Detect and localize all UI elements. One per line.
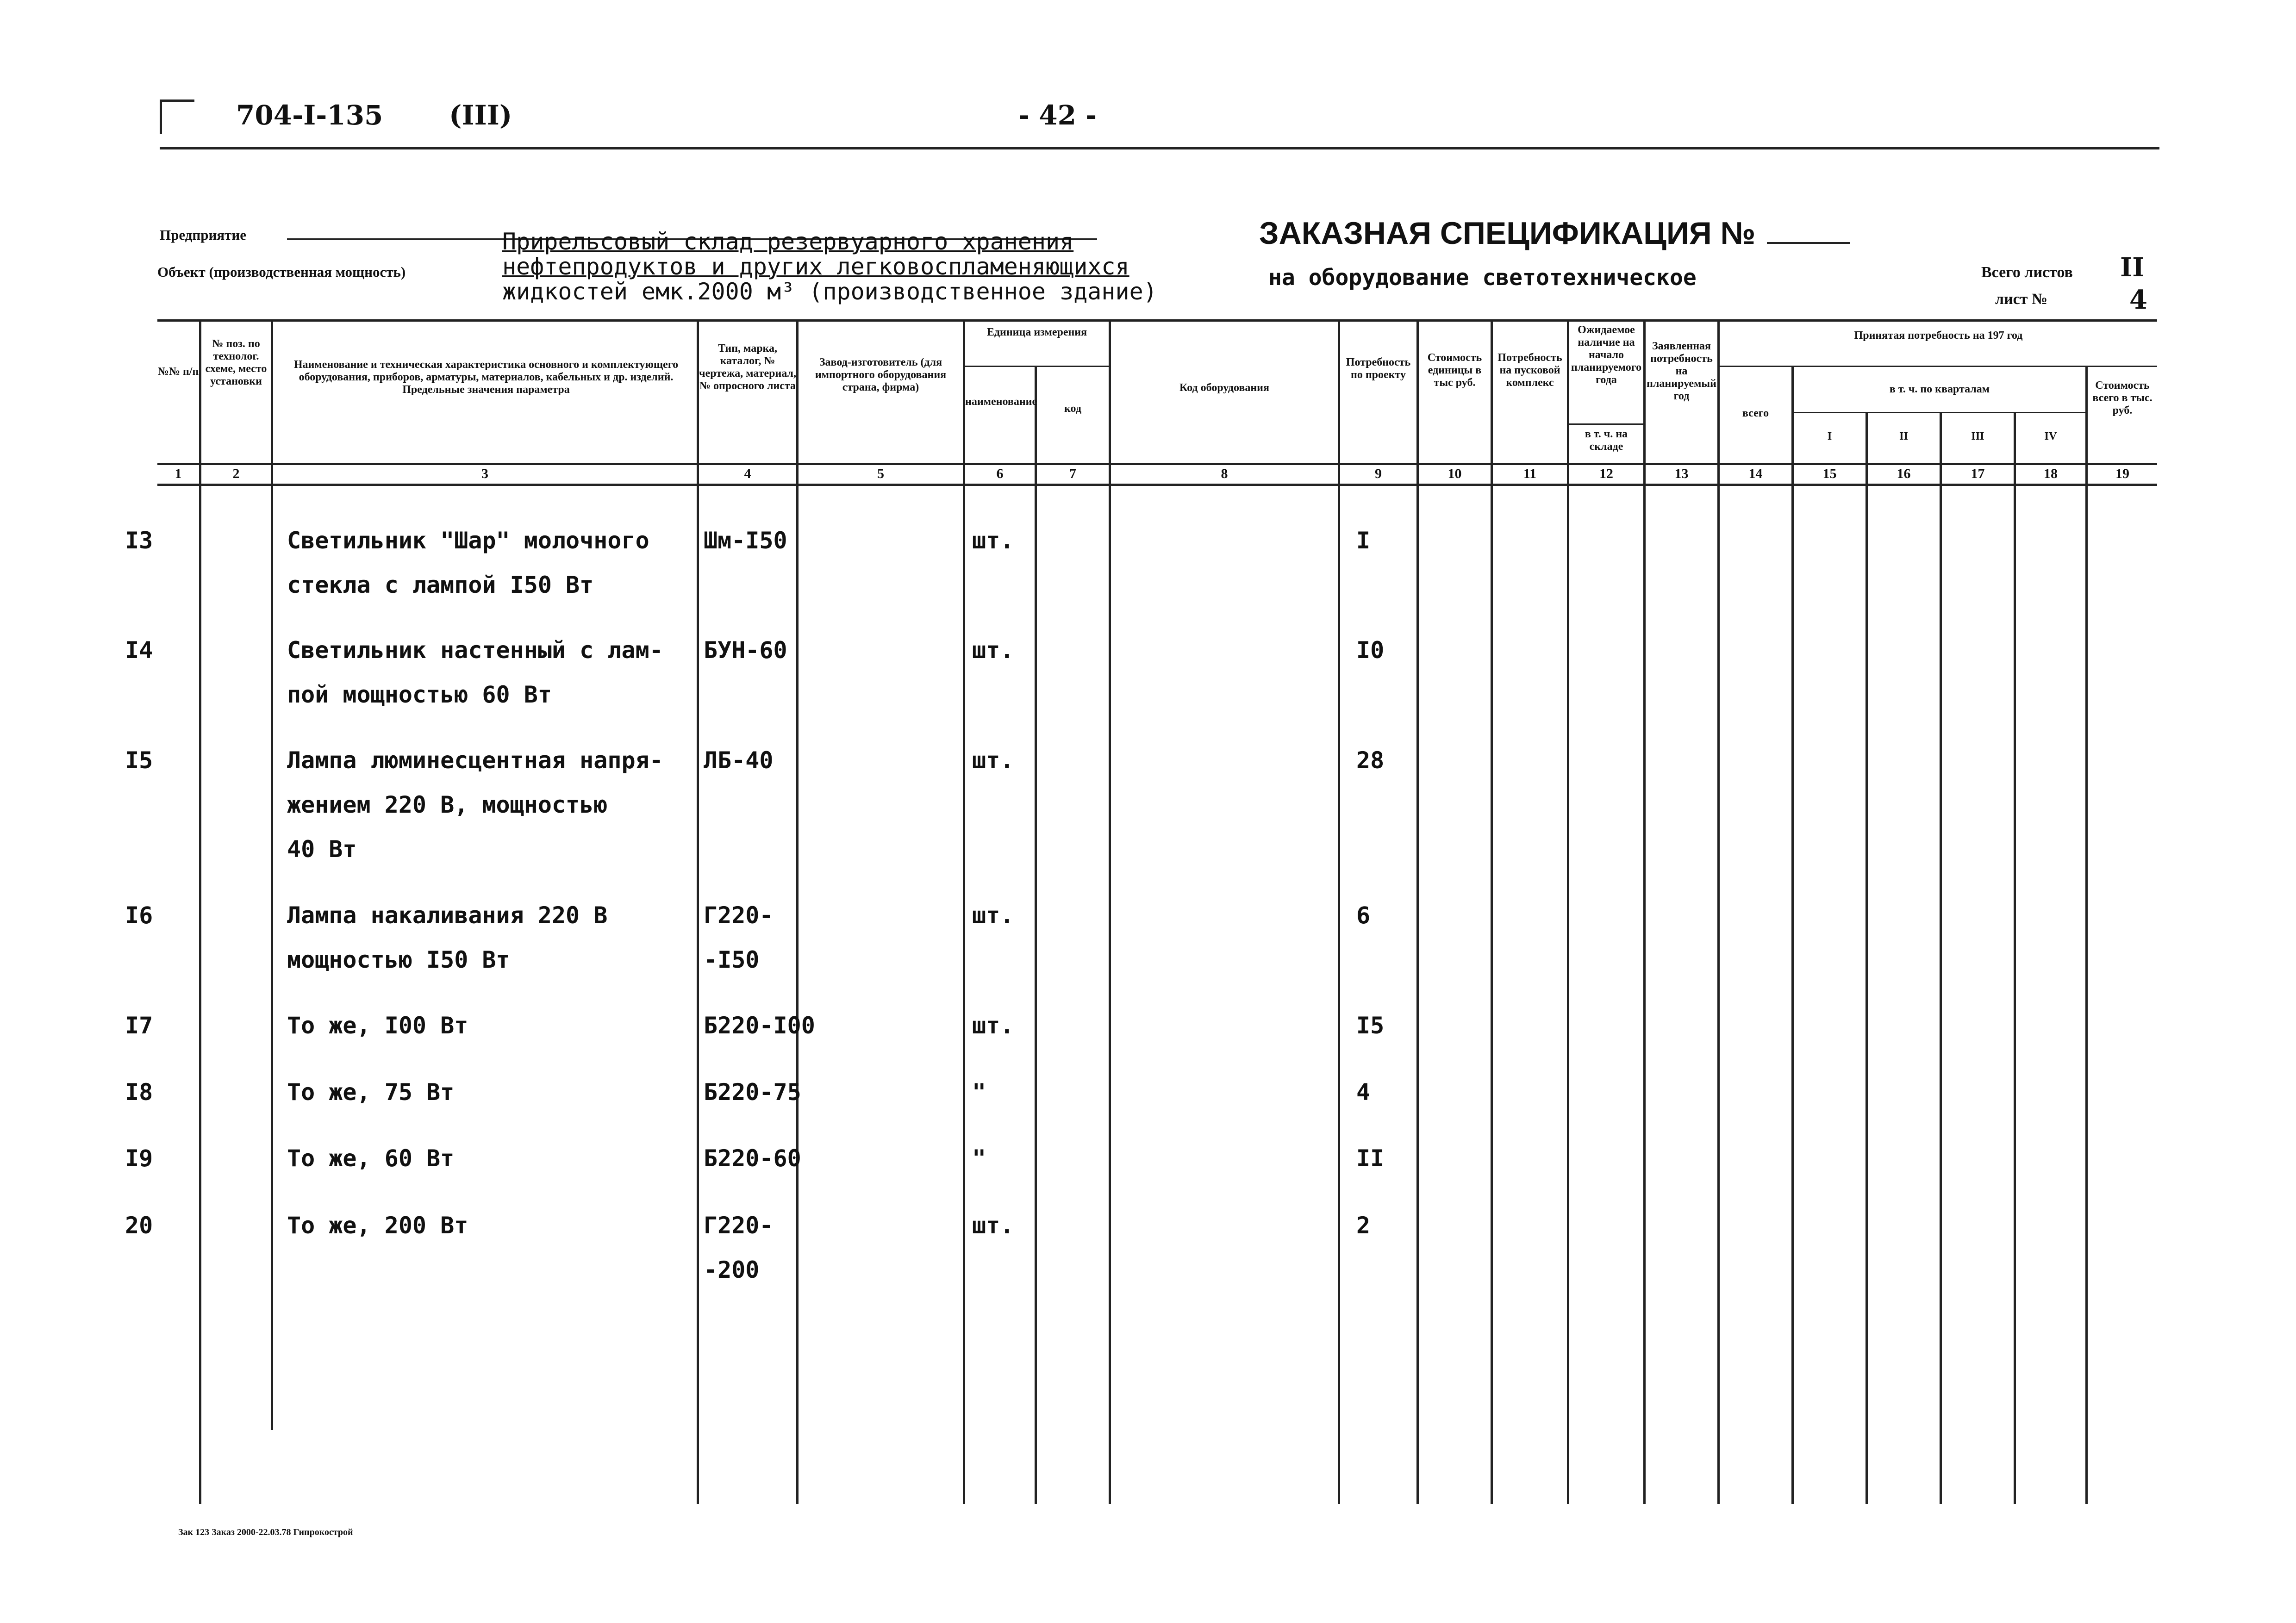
col-line-6 — [1035, 366, 1037, 1504]
col-header-6: наименование — [965, 396, 1037, 408]
col-number: 18 — [2044, 466, 2058, 481]
col-number: 9 — [1375, 466, 1382, 481]
row-type: Б220-I00 — [704, 1012, 815, 1039]
row-name: То же, 200 Вт — [287, 1212, 468, 1239]
col-number: 17 — [1971, 466, 1985, 481]
row-name-line: пой мощностью 60 Вт — [287, 681, 552, 708]
col-header-accepted: Принятая потребность на 197 год — [1854, 330, 2023, 342]
row-number: I6 — [125, 902, 153, 929]
col-header-19: Стоимость всего в тыс. руб. — [2092, 379, 2152, 417]
row-type-line: -200 — [704, 1256, 760, 1283]
object-line-2: нефтепродуктов и других легковоспламеняющихся — [502, 253, 1129, 280]
row-unit: шт. — [972, 747, 1014, 774]
col-header-12b: в т. ч. на складе — [1585, 428, 1628, 453]
total-sheets-label: Всего листов — [1981, 264, 2073, 281]
row-type: Б220-75 — [704, 1079, 801, 1106]
col-header-9: Потребность по проекту — [1346, 356, 1411, 381]
row-quantity: I5 — [1356, 1012, 1385, 1039]
row-type — [704, 1203, 774, 1292]
stock-sub-line — [1569, 423, 1643, 425]
row-type-line: -I50 — [704, 946, 760, 973]
row-number: I7 — [125, 1012, 153, 1039]
header-bottom-line — [157, 463, 2157, 465]
row-type — [704, 893, 774, 982]
spec-title — [1259, 215, 1850, 251]
col-line-7 — [1109, 319, 1111, 1504]
row-quantity: I — [1356, 527, 1371, 554]
col-line-2 — [271, 319, 273, 1430]
col-header-4: Тип, марка, каталог, № чертежа, материал, № опросного листа — [699, 342, 796, 392]
row-quantity: II — [1356, 1145, 1385, 1172]
sheet-number-value: 4 — [2129, 285, 2147, 315]
col-header-16: II — [1899, 430, 1908, 442]
row-type: ЛБ-40 — [704, 747, 774, 774]
row-type: Б220-60 — [704, 1145, 801, 1172]
row-name — [287, 518, 649, 607]
col-header-13: Заявленная потребность на планируемый год — [1647, 340, 1716, 402]
col-number: 10 — [1447, 466, 1462, 481]
row-unit: " — [972, 1145, 986, 1172]
col-line-16 — [1940, 412, 1942, 1504]
spec-number-blank — [1767, 242, 1850, 244]
col-line-15 — [1866, 412, 1868, 1504]
row-name-line: Светильник настенный с лам- — [287, 637, 663, 664]
row-unit: " — [972, 1079, 986, 1106]
col-number: 19 — [2115, 466, 2129, 481]
col-header-7: код — [1064, 403, 1081, 415]
enterprise-label: Предприятие — [160, 227, 246, 243]
row-name-line: стекла с лампой I50 Вт — [287, 572, 594, 598]
object-line-3: жидкостей емк.2000 м³ (производственное здание) — [502, 278, 1157, 305]
col-line-8 — [1338, 319, 1340, 1504]
row-number: I9 — [125, 1145, 153, 1172]
row-name-line: Светильник "Шар" молочного — [287, 527, 649, 554]
row-number: I3 — [125, 527, 153, 554]
row-name-line: мощностью I50 Вт — [287, 946, 510, 973]
col-number: 5 — [877, 466, 884, 481]
total-sheets-value: II — [2120, 252, 2145, 283]
col-header-11: Потребность на пусковой комплекс — [1497, 352, 1562, 389]
col-header-15: I — [1827, 430, 1832, 442]
row-number: 20 — [125, 1212, 153, 1239]
col-line-5 — [963, 319, 965, 1504]
col-line-1 — [199, 319, 201, 1504]
col-header-17: III — [1971, 430, 1984, 442]
spec-subtitle: на оборудование светотехническое — [1268, 265, 1697, 291]
col-line-14 — [1791, 366, 1794, 1504]
row-name: То же, 60 Вт — [287, 1145, 455, 1172]
numbers-bottom-line — [157, 484, 2157, 486]
row-unit: шт. — [972, 1012, 1014, 1039]
col-number: 11 — [1523, 466, 1537, 481]
col-number: 1 — [175, 466, 182, 481]
col-line-17 — [2014, 412, 2016, 1504]
col-line-4 — [796, 319, 799, 1504]
row-number: I8 — [125, 1079, 153, 1106]
row-name — [287, 628, 663, 717]
row-name — [287, 893, 607, 982]
col-header-12: Ожидаемое наличие на начало планируемого года — [1571, 324, 1642, 386]
col-line-11 — [1567, 319, 1569, 1504]
corner-mark — [160, 99, 194, 134]
row-number: I5 — [125, 747, 153, 774]
col-number: 12 — [1599, 466, 1613, 481]
document-code: 704-I-135 — [236, 99, 383, 131]
col-number: 16 — [1897, 466, 1911, 481]
col-header-10: Стоимость единицы в тыс руб. — [1427, 352, 1482, 389]
row-type: БУН-60 — [704, 637, 787, 664]
page-number: - 42 - — [1018, 99, 1097, 131]
col-number: 13 — [1674, 466, 1689, 481]
header-rule — [160, 147, 2159, 149]
col-line-3 — [697, 319, 699, 1504]
col-header-8: Код оборудования — [1179, 382, 1269, 394]
spec-title-text: ЗАКАЗНАЯ СПЕЦИФИКАЦИЯ № — [1259, 216, 1756, 251]
row-type: Шм-I50 — [704, 527, 787, 554]
col-number: 8 — [1221, 466, 1228, 481]
col-line-9 — [1416, 319, 1419, 1504]
col-header-2: № поз. по технолог. схеме, место установки — [205, 338, 267, 387]
document-part: (III) — [449, 99, 512, 131]
row-name — [287, 738, 663, 871]
sheet-number-label: лист № — [1995, 291, 2048, 308]
object-line-1: Прирельсовый склад резервуарного хранения — [502, 228, 1074, 255]
row-unit: шт. — [972, 527, 1014, 554]
col-header-14: всего — [1742, 407, 1769, 419]
row-unit: шт. — [972, 637, 1014, 664]
row-name-line: Лампа люминесцентная напря- — [287, 747, 663, 774]
object-label: Объект (производственная мощность) — [157, 264, 406, 280]
row-type-line: Г220- — [704, 1212, 774, 1239]
col-line-10 — [1491, 319, 1493, 1504]
col-line-13 — [1717, 319, 1720, 1504]
col-number: 6 — [996, 466, 1004, 481]
row-unit: шт. — [972, 1212, 1014, 1239]
row-number: I4 — [125, 637, 153, 664]
row-name: То же, I00 Вт — [287, 1012, 468, 1039]
col-number: 2 — [232, 466, 240, 481]
col-number: 14 — [1748, 466, 1763, 481]
object-text — [502, 229, 1157, 304]
col-number: 4 — [744, 466, 751, 481]
print-footer: Зак 123 Заказ 2000-22.03.78 Гипрокострой — [178, 1527, 353, 1537]
col-header-quarters: в т. ч. по кварталам — [1889, 383, 1990, 395]
row-quantity: I0 — [1356, 637, 1385, 664]
row-name-line: Лампа накаливания 220 В — [287, 902, 608, 929]
col-header-5: Завод-изготовитель (для импортного оборудования страна, фирма) — [815, 356, 947, 393]
row-quantity: 28 — [1356, 747, 1385, 774]
row-type-line: Г220- — [704, 902, 774, 929]
accepted-sub-line — [1717, 366, 2157, 367]
col-header-unit: Единица измерения — [986, 326, 1087, 338]
quarters-sub-line — [1791, 412, 2085, 413]
col-line-12 — [1643, 319, 1646, 1504]
row-unit: шт. — [972, 902, 1014, 929]
table-top-line — [157, 319, 2157, 322]
col-header-18: IV — [2044, 430, 2057, 442]
col-header-3: Наименование и техническая характеристика основного и комплектующего оборудования, приборов, арматуры, материалов, кабельных и др. изделий. Предельные значения параметра — [293, 359, 679, 396]
col-line-18 — [2085, 366, 2088, 1504]
row-quantity: 4 — [1356, 1079, 1371, 1106]
col-number: 3 — [481, 466, 488, 481]
row-name: То же, 75 Вт — [287, 1079, 455, 1106]
col-number: 7 — [1069, 466, 1076, 481]
row-name-line: 40 Вт — [287, 836, 357, 863]
row-name-line: жением 220 В, мощностью — [287, 791, 608, 818]
col-number: 15 — [1822, 466, 1837, 481]
row-quantity: 2 — [1356, 1212, 1371, 1239]
row-quantity: 6 — [1356, 902, 1371, 929]
col-header-1: №№ п/п — [157, 366, 199, 378]
